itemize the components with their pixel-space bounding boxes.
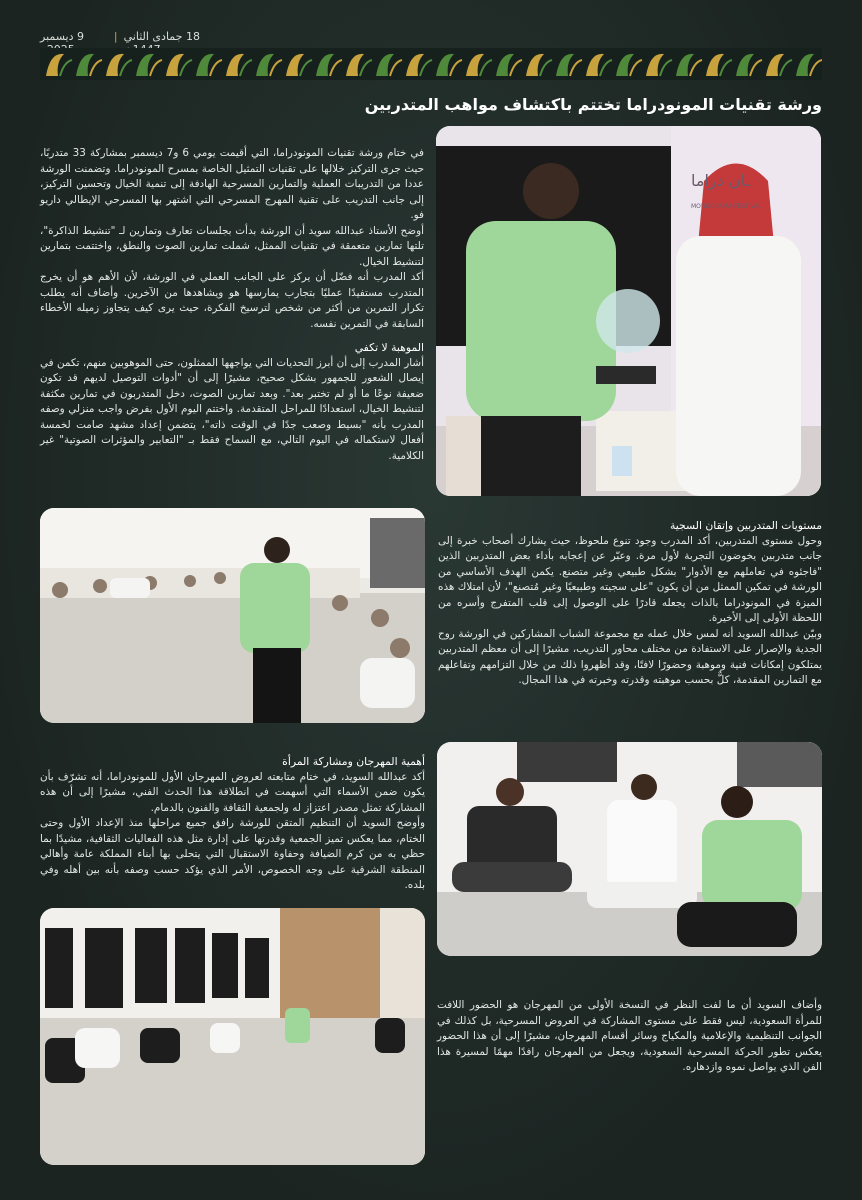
paragraph: أشار المدرب إلى أن أبرز التحديات التي يواجهها الممثلون، حتى الموهوبين منهم، تكمن في إيصال الشعور للجمهور بشكل صحيح، مشيرًا إلى أن "أدوات التوصيل لديهم قد تكون ضعيفة نوعًا ما أو لم تختبر بعد". وبعد تمارين الصوت، دخل المتدربون في تمارين مكثفة لتنشيط الخيال، استعدادًا للمراحل المتقدمة. واختتم اليوم الأول بفرض واجب منزلي وصفه المدرب بأنه "بسيط وصعب جدًا في الوقت ذاته"، يتضمن إعداد مشهد صامت لخمسة أفعال لاستكماله في اليوم التالي، مع السماح فقط بـ "التعابير والمؤثرات الصوتية" غير الكلامية. xyxy=(40,356,424,462)
ornament-pattern xyxy=(40,48,822,80)
paragraph: وبيّن عبدالله السويد أنه لمس خلال عمله مع مجموعة الشباب المشاركين في الورشة روح الجدية والإصرار على الاستفادة من مختلف محاور التدريب، مشيرًا إلى أن معظم المتدربين يمتلكون إمكانات فنية وموهبة وحضورًا لافتًا، وقد أظهروا ذلك من خلال التزامهم وتفاعلهم مع التمارين المقدمة، كلٌّ بحسب موهبته وقدرته وخبرته في هذا المجال. xyxy=(438,627,822,686)
gallery-photo xyxy=(40,908,425,1165)
award-photo xyxy=(436,126,821,496)
paragraph: وأوضح السويد أن التنظيم المتقن للورشة رافق جميع مراحلها منذ الإعداد الأول وحتى الختام، مما يعكس تميز الجمعية وقدرتها على إدارة مثل هذه الفعاليات الثقافية، مشيدًا بما حظي به من كرم الضيافة وحفاوة الاستقبال التي يتحلى بها أبناء المملكة عامة وأهالي المنطقة الشرقية على وجه الخصوص، الأمر الذي يؤكد حسب وصفه بأنه بين أهله وفي بلده. xyxy=(40,817,425,891)
section-intro xyxy=(40,146,424,464)
subheading: أهمية المهرجان ومشاركة المرأة xyxy=(282,755,425,768)
hijri-date: 18 جمادى الثاني xyxy=(123,30,200,43)
subheading: الموهبة لا تكفي xyxy=(354,341,424,354)
paragraph: أكد عبدالله السويد، في ختام متابعته لعروض المهرجان الأول للمونودراما، أنه تشرّف بأن يكون ضمن الأسماء التي أسهمت في انطلاقة هذا الحدث الفني، مشيرًا إلى أن هذه المشاركة تمثل مصدر اعتزاز له ولجمعية الثقافة والفنون بالدمام. xyxy=(40,770,425,814)
paragraph: وأضاف السويد أن ما لفت النظر في النسخة الأولى من المهرجان هو الحضور اللافت للمرأة السعودية، ليس فقط على مستوى المشاركة في العروض المسرحية، بل كذلك في الجوانب التنظيمية والإعلامية والمكياج وسائر أقسام المهرجان، مشيرًا إلى أن هذا الحضور يعكس تطور الحركة المسرحية السعودية، ويجعل من المهرجان رافدًا مهمًا لمسيرة هذا الفن الذي يواصل نموه وازدهاره. xyxy=(437,999,822,1073)
date-separator: | xyxy=(113,30,118,43)
seated-trio-photo xyxy=(437,742,822,956)
section-festival-importance xyxy=(40,754,425,894)
workshop-circle-photo xyxy=(40,508,425,723)
gregorian-date: 9 ديسمبر xyxy=(40,30,85,43)
paragraph: في ختام ورشة تقنيات المونودراما، التي أقيمت يومي 6 و7 ديسمبر بمشاركة 33 متدربًا، حيث جرى التركيز خلالها على تقنيات التمثيل الخاصة بمسرح المونودراما. وتضمنت الورشة عددا من التدريبات العملية والتمارين المسرحية الهادفة إلى تنمية الخيال وتحسين التركيز، إلى جانب التدريب على تقنية المهرج المسرحي التي اشتهر بها المسرحي الإيطالي داريو فو. xyxy=(40,147,424,221)
decorative-ornament-band xyxy=(40,48,822,80)
backdrop-caption: MONODRAMA FESTIVAL xyxy=(691,203,762,210)
subheading: مستويات المتدربين وإتقان السجية xyxy=(670,519,822,532)
section-trainee-levels xyxy=(438,518,822,689)
paragraph: أوضح الأستاذ عبدالله سويد أن الورشة بدأت بجلسات تعارف وتمارين لـ "تنشيط الذاكرة"، تلتها تمارين متعمقة في تقنيات الممثل، شملت تمارين الصوت والنطق، واختتمت بتمارين لتنشيط الخيال. xyxy=(40,224,424,268)
paragraph: أكد المدرب أنه فضّل أن يركز على الجانب العملي في الورشة، لأن الأهم هو أن يخرج المتدرب مستفيدًا عمليًا بتجارب يمارسها هو ويشاهدها من الآخرين. وأضاف أنه يطلب تكرار التمرين من أكثر من شخص لترسيخ الفكرة، حيث يرى كيف يتجاوز زميله الأخطاء السابقة في التمرين نفسه. xyxy=(40,271,424,330)
backdrop-text: ـان دراما xyxy=(691,171,751,190)
section-women-presence xyxy=(437,998,822,1076)
paragraph: وحول مستوى المتدربين، أكد المدرب وجود تنوع ملحوظ، حيث يشارك أصحاب خبرة إلى جانب متدربين يخوضون التجربة لأول مرة. وعبّر عن إعجابه بأداء بعض المتدربين الذين "فاجئوه في تعاملهم مع الأدوار" بشكل طبيعي وغير متصنع. يكمن الهدف الأساسي من الورشة في تمكين الممثل من أن يكون "على سجيته وطبيعيًا وغير مُتصنع"، لأن امتلاك هذه الميزة في المونودراما بالذات يجعله قادرًا على الوصول إلى قلب المتفرج وأسره من اللحظة الأولى إلى الأخيرة. xyxy=(438,534,822,624)
article-headline: ورشة تقنيات المونودراما تختتم باكتشاف مواهب المتدربين xyxy=(364,95,822,114)
